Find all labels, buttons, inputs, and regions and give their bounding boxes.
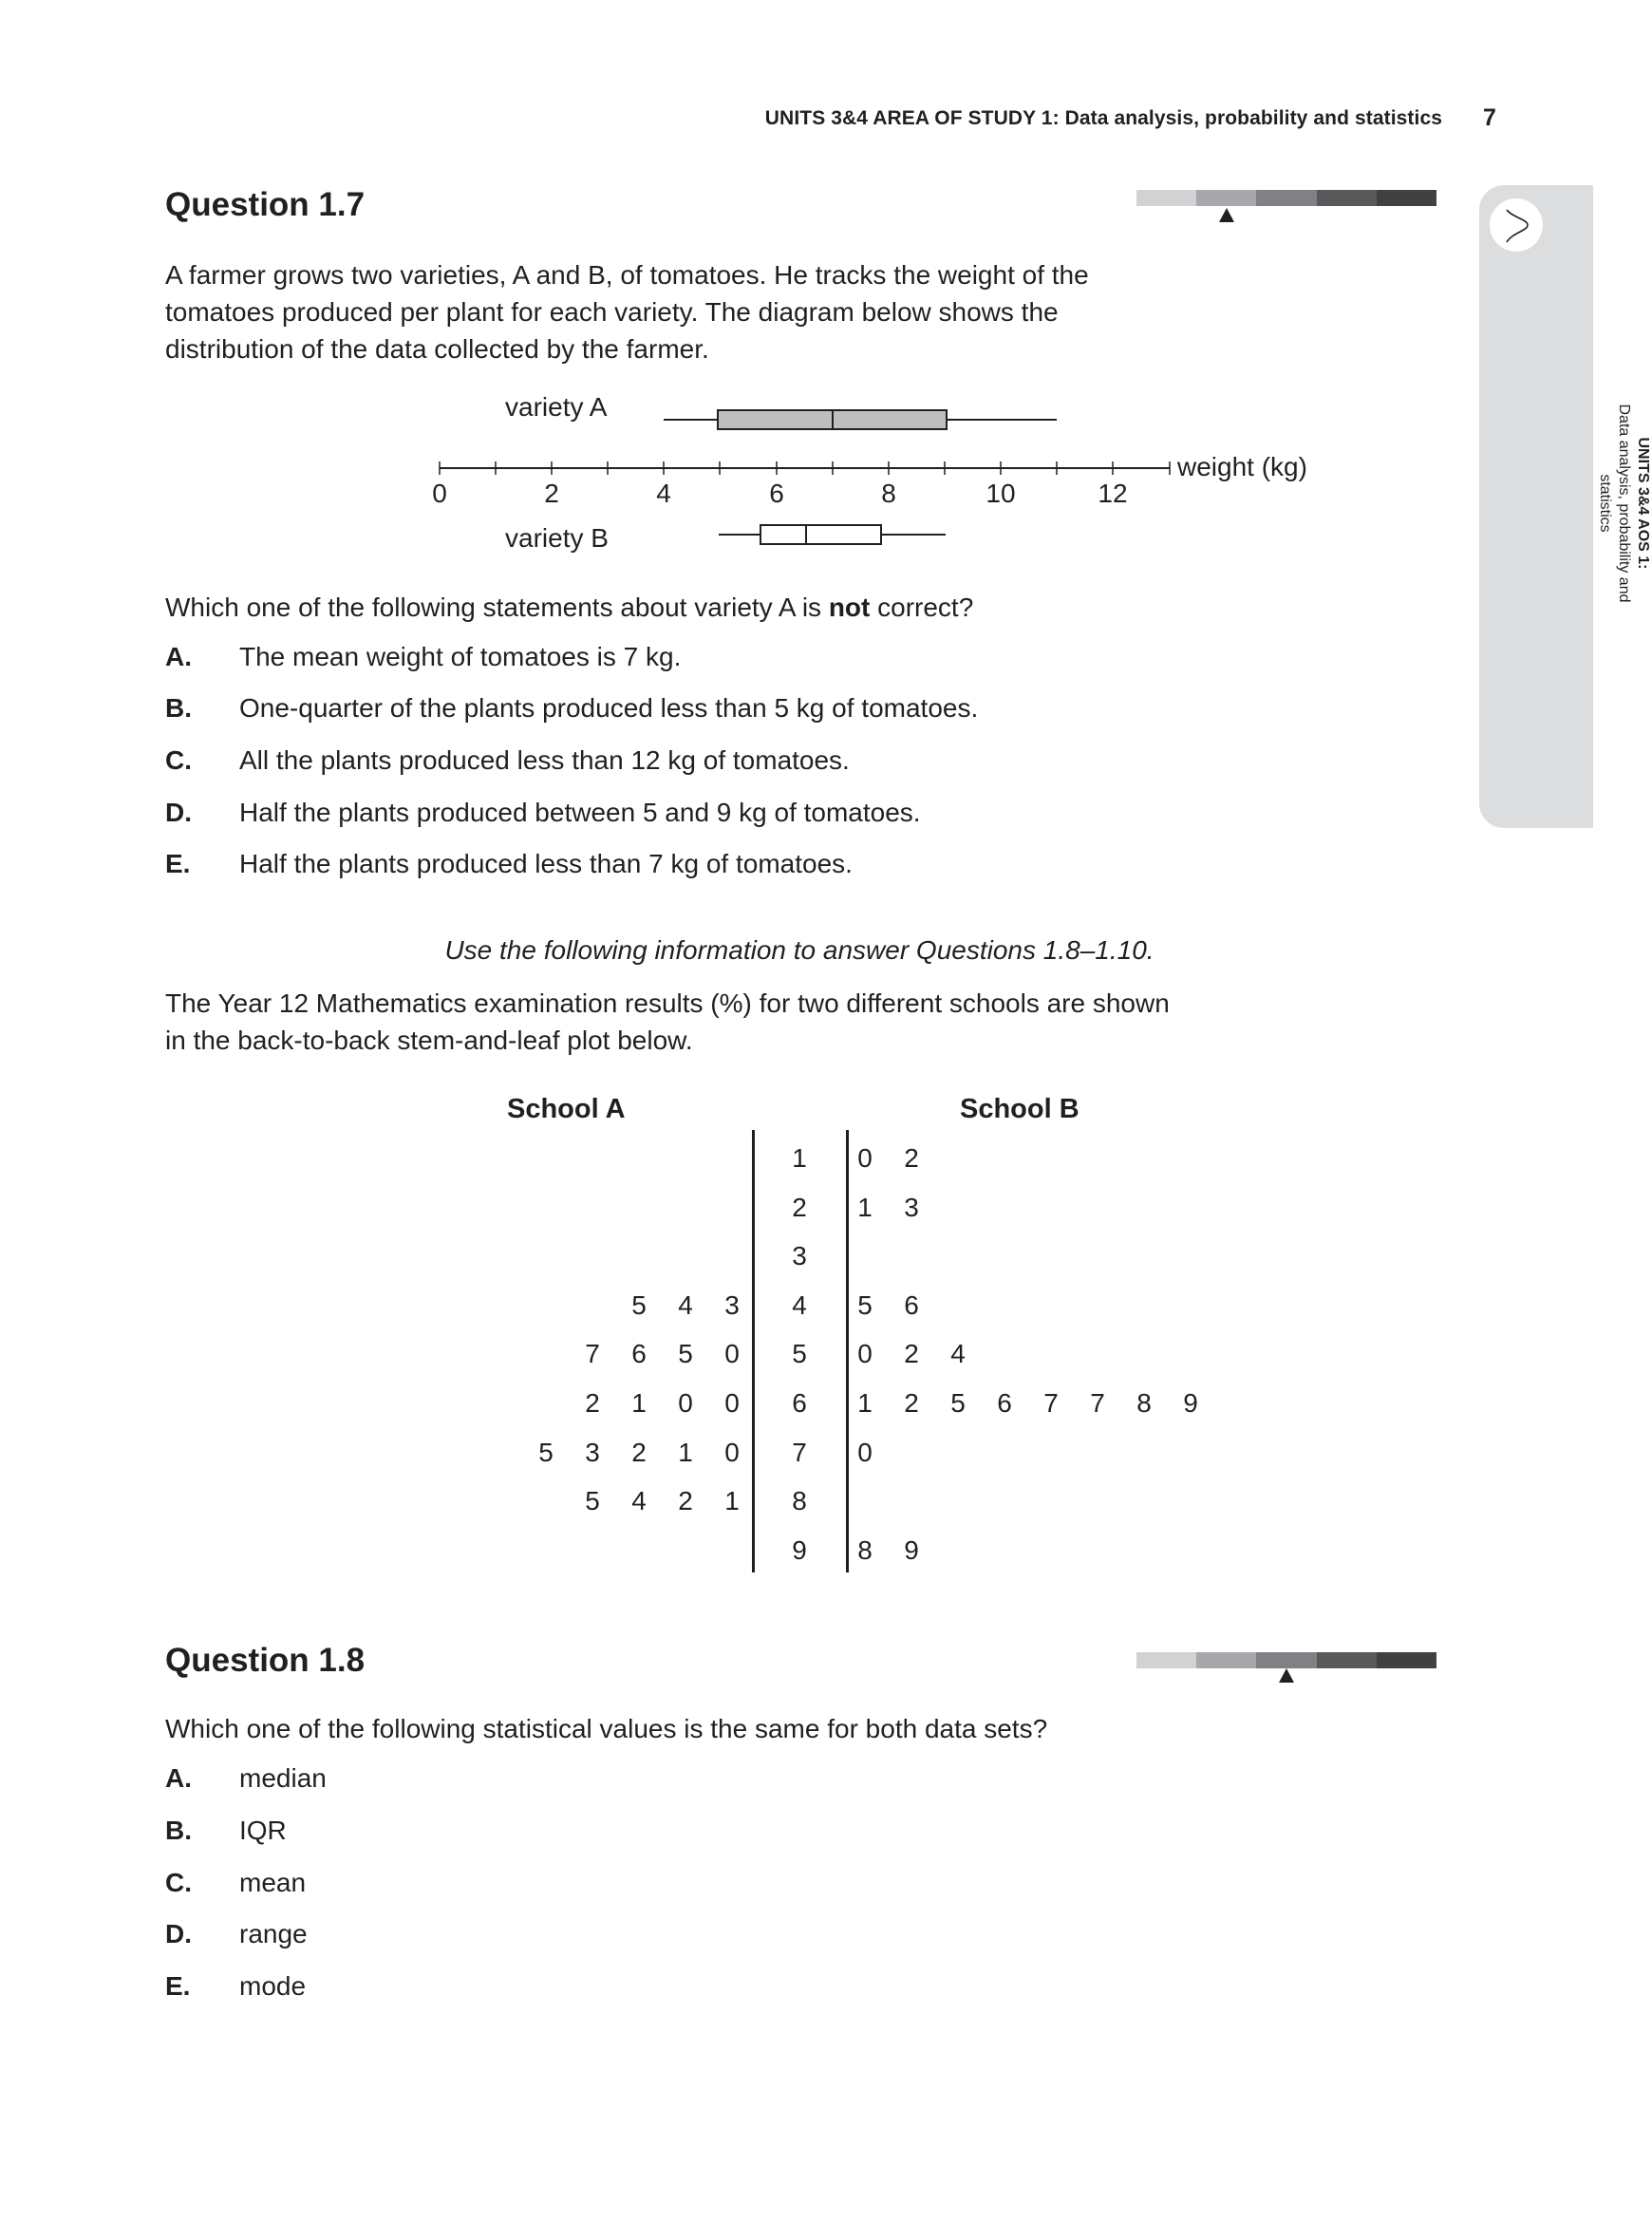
- school-a-leaf: 0: [678, 1388, 693, 1418]
- option-text: Half the plants produced between 5 and 9 kg of tomatoes.: [239, 798, 921, 827]
- difficulty-segment: [1136, 1652, 1196, 1668]
- option-letter: D.: [165, 798, 192, 827]
- option-text: median: [239, 1763, 327, 1793]
- school-b-leaf: 5: [950, 1388, 966, 1418]
- option-text: mode: [239, 1971, 307, 2001]
- tick-label: 0: [432, 479, 447, 508]
- school-a-leaf: 1: [678, 1438, 693, 1467]
- school-b-leaf: 8: [857, 1535, 873, 1565]
- tick-label: 10: [986, 479, 1016, 508]
- school-b-leaf: 3: [904, 1193, 919, 1222]
- school-b-leaf: 6: [904, 1290, 919, 1320]
- option-letter: E.: [165, 849, 191, 878]
- school-a-leaf: 5: [678, 1339, 693, 1368]
- school-a-leaf: 5: [538, 1438, 554, 1467]
- difficulty-arrow-icon: [1279, 1668, 1294, 1683]
- school-a-header: School A: [507, 1094, 626, 1124]
- school-b-leaf: 1: [857, 1388, 873, 1418]
- stem-divider-right: [846, 1130, 849, 1572]
- difficulty-segment: [1317, 1652, 1377, 1668]
- question-1-8-prompt: Which one of the following statistical values is the same for both data sets?: [165, 1714, 1048, 1743]
- school-b-leaf: 4: [950, 1339, 966, 1368]
- school-b-leaf: 0: [857, 1143, 873, 1173]
- variety-b-label: variety B: [505, 523, 609, 553]
- difficulty-segment: [1256, 1652, 1316, 1668]
- page-number: 7: [1483, 104, 1496, 131]
- school-a-leaf: 7: [585, 1339, 600, 1368]
- school-a-leaf: 0: [724, 1438, 740, 1467]
- school-b-leaf: 2: [904, 1388, 919, 1418]
- shared-info-text: [165, 985, 1399, 1059]
- school-b-leaf: 7: [1043, 1388, 1059, 1418]
- intro-line: A farmer grows two varieties, A and B, of tomatoes. He tracks the weight of the: [165, 260, 1089, 290]
- school-a-leaf: 3: [585, 1438, 600, 1467]
- school-a-leaf: 6: [631, 1339, 647, 1368]
- school-a-leaf: 0: [724, 1388, 740, 1418]
- x-axis-label: weight (kg): [1177, 452, 1307, 481]
- school-b-leaf: 1: [857, 1193, 873, 1222]
- side-tab-line1: UNITS 3&4 AOS 1:: [1635, 437, 1651, 570]
- prompt-emphasis: not: [828, 593, 871, 622]
- school-a-leaf: 5: [631, 1290, 647, 1320]
- box-variety-a: [664, 410, 1057, 429]
- tick-label: 6: [769, 479, 784, 508]
- school-a-leaf: 2: [678, 1486, 693, 1515]
- school-a-leaf: 4: [631, 1486, 647, 1515]
- school-b-leaf: 6: [997, 1388, 1012, 1418]
- stem-value: 1: [792, 1143, 807, 1173]
- difficulty-segment: [1196, 1652, 1256, 1668]
- option-letter: C.: [165, 1868, 192, 1897]
- option-text: All the plants produced less than 12 kg of tomatoes.: [239, 745, 850, 775]
- school-a-leaf: 3: [724, 1290, 740, 1320]
- stem-value: 6: [792, 1388, 807, 1418]
- difficulty-bar-q18: [1136, 1652, 1436, 1668]
- school-b-leaf: 2: [904, 1339, 919, 1368]
- option-letter: E.: [165, 1971, 191, 2001]
- variety-a-label: variety A: [505, 392, 608, 422]
- school-a-leaf: 1: [631, 1388, 647, 1418]
- tick-label: 12: [1098, 479, 1128, 508]
- stem-value: 8: [792, 1486, 807, 1515]
- option-text: The mean weight of tomatoes is 7 kg.: [239, 642, 682, 671]
- school-b-leaf: 9: [904, 1535, 919, 1565]
- stem-divider-left: [752, 1130, 755, 1572]
- prompt-text: correct?: [870, 593, 974, 622]
- option-letter: B.: [165, 1816, 192, 1845]
- stem-value: 2: [792, 1193, 807, 1222]
- option-text: range: [239, 1919, 308, 1948]
- question-1-7-prompt: [165, 589, 1399, 626]
- option-letter: A.: [165, 1763, 192, 1793]
- intro-line: distribution of the data collected by the farmer.: [165, 334, 709, 364]
- option-text: Half the plants produced less than 7 kg of tomatoes.: [239, 849, 853, 878]
- option-text: IQR: [239, 1816, 287, 1845]
- tick-label: 2: [544, 479, 559, 508]
- question-1-7-title: Question 1.7: [165, 186, 366, 223]
- stem-value: 3: [792, 1241, 807, 1270]
- school-b-leaf: 9: [1183, 1388, 1198, 1418]
- school-b-leaf: 0: [857, 1438, 873, 1467]
- box-variety-b: [719, 525, 946, 544]
- school-b-leaf: 8: [1136, 1388, 1152, 1418]
- option-letter: C.: [165, 745, 192, 775]
- weight-axis: [440, 461, 1170, 475]
- school-a-leaf: 1: [724, 1486, 740, 1515]
- option-letter: A.: [165, 642, 192, 671]
- stem-value: 4: [792, 1290, 807, 1320]
- school-a-leaf: 5: [585, 1486, 600, 1515]
- stem-value: 5: [792, 1339, 807, 1368]
- option-text: One-quarter of the plants produced less than 5 kg of tomatoes.: [239, 693, 979, 723]
- stem-value: 7: [792, 1438, 807, 1467]
- option-letter: D.: [165, 1919, 192, 1948]
- school-b-leaf: 0: [857, 1339, 873, 1368]
- intro-line: tomatoes produced per plant for each variety. The diagram below shows the: [165, 297, 1059, 327]
- prompt-text: Which one of the following statements about variety A is: [165, 593, 829, 622]
- option-text: mean: [239, 1868, 307, 1897]
- school-a-leaf: 4: [678, 1290, 693, 1320]
- side-tab-line2: Data analysis, probability and statistics: [1597, 404, 1632, 603]
- school-a-leaf: 0: [724, 1339, 740, 1368]
- tick-label: 4: [656, 479, 671, 508]
- school-b-leaf: 7: [1090, 1388, 1105, 1418]
- school-a-leaf: 2: [585, 1388, 600, 1418]
- school-b-leaf: 5: [857, 1290, 873, 1320]
- option-letter: B.: [165, 693, 192, 723]
- school-a-leaf: 2: [631, 1438, 647, 1467]
- running-head: UNITS 3&4 AREA OF STUDY 1: Data analysis, probability and statistics: [764, 107, 1442, 129]
- shared-info-note: Use the following information to answer Questions 1.8–1.10.: [444, 935, 1155, 965]
- tick-label: 8: [881, 479, 896, 508]
- stem-value: 9: [792, 1535, 807, 1565]
- info-line: The Year 12 Mathematics examination results (%) for two different schools are shown: [165, 988, 1170, 1018]
- question-1-8-title: Question 1.8: [165, 1642, 366, 1679]
- difficulty-segment: [1377, 1652, 1436, 1668]
- school-b-leaf: 2: [904, 1143, 919, 1173]
- school-b-header: School B: [960, 1094, 1079, 1124]
- info-line: in the back-to-back stem-and-leaf plot below.: [165, 1026, 693, 1055]
